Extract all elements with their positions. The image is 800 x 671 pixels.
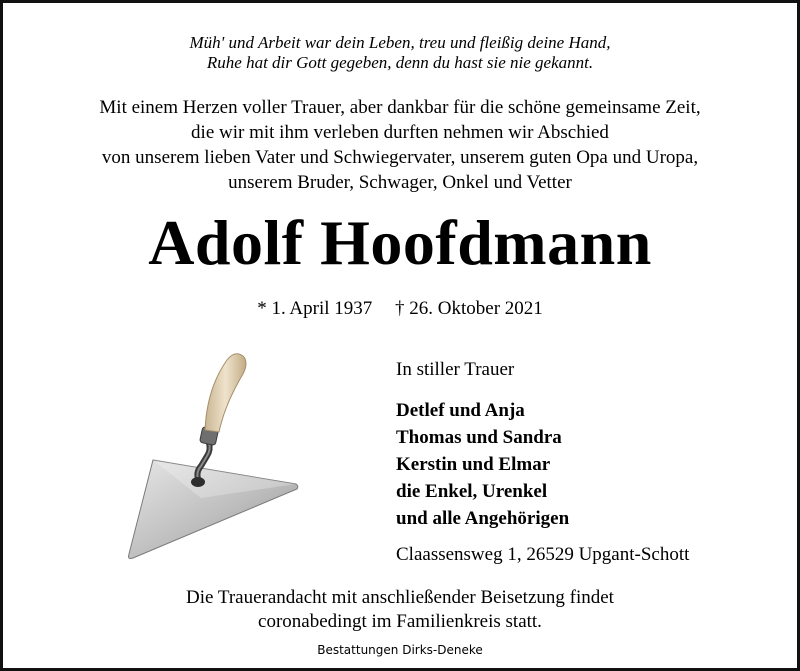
mourner-name: Thomas und Sandra: [396, 427, 562, 448]
life-dates: [3, 297, 797, 321]
mourner-name: Detlef und Anja: [396, 400, 525, 421]
intro-line: die wir mit ihm verleben durften nehmen wir Abschied: [191, 122, 609, 143]
notice-line: Die Trauerandacht mit anschließender Beisetzung findet: [186, 587, 614, 608]
intro-line: Mit einem Herzen voller Trauer, aber dankbar für die schöne gemeinsame Zeit,: [99, 97, 701, 118]
trowel-icon: [121, 348, 321, 568]
death-date: † 26. Oktober 2021: [395, 298, 543, 319]
intro-line: unserem Bruder, Schwager, Onkel und Vetter: [228, 172, 572, 193]
motto-line: Ruhe hat dir Gott gegeben, denn du hast sie nie gekannt.: [206, 53, 594, 72]
family-address: Claassensweg 1, 26529 Upgant-Schott: [396, 544, 690, 565]
intro-line: von unserem lieben Vater und Schwiegervater, unserem guten Opa und Uropa,: [101, 147, 699, 168]
mourner-name: Kerstin und Elmar: [396, 454, 551, 475]
mourner-name: und alle Angehörigen: [396, 508, 570, 529]
motto-verse: [3, 33, 797, 73]
birth-date: * 1. April 1937: [257, 298, 373, 319]
mourning-heading: In stiller Trauer: [396, 359, 515, 380]
mourner-name: die Enkel, Urenkel: [396, 481, 548, 502]
motto-line: Müh' und Arbeit war dein Leben, treu und fleißig deine Hand,: [189, 33, 611, 52]
notice-line: coronabedingt im Familienkreis statt.: [258, 611, 542, 632]
intro-text: [3, 95, 797, 195]
mourners-list: [396, 397, 569, 532]
undertaker-credit: Bestattungen Dirks-Deneke: [317, 643, 483, 657]
deceased-name: Adolf Hoofdmann: [148, 207, 652, 278]
funeral-notice: [3, 586, 797, 634]
